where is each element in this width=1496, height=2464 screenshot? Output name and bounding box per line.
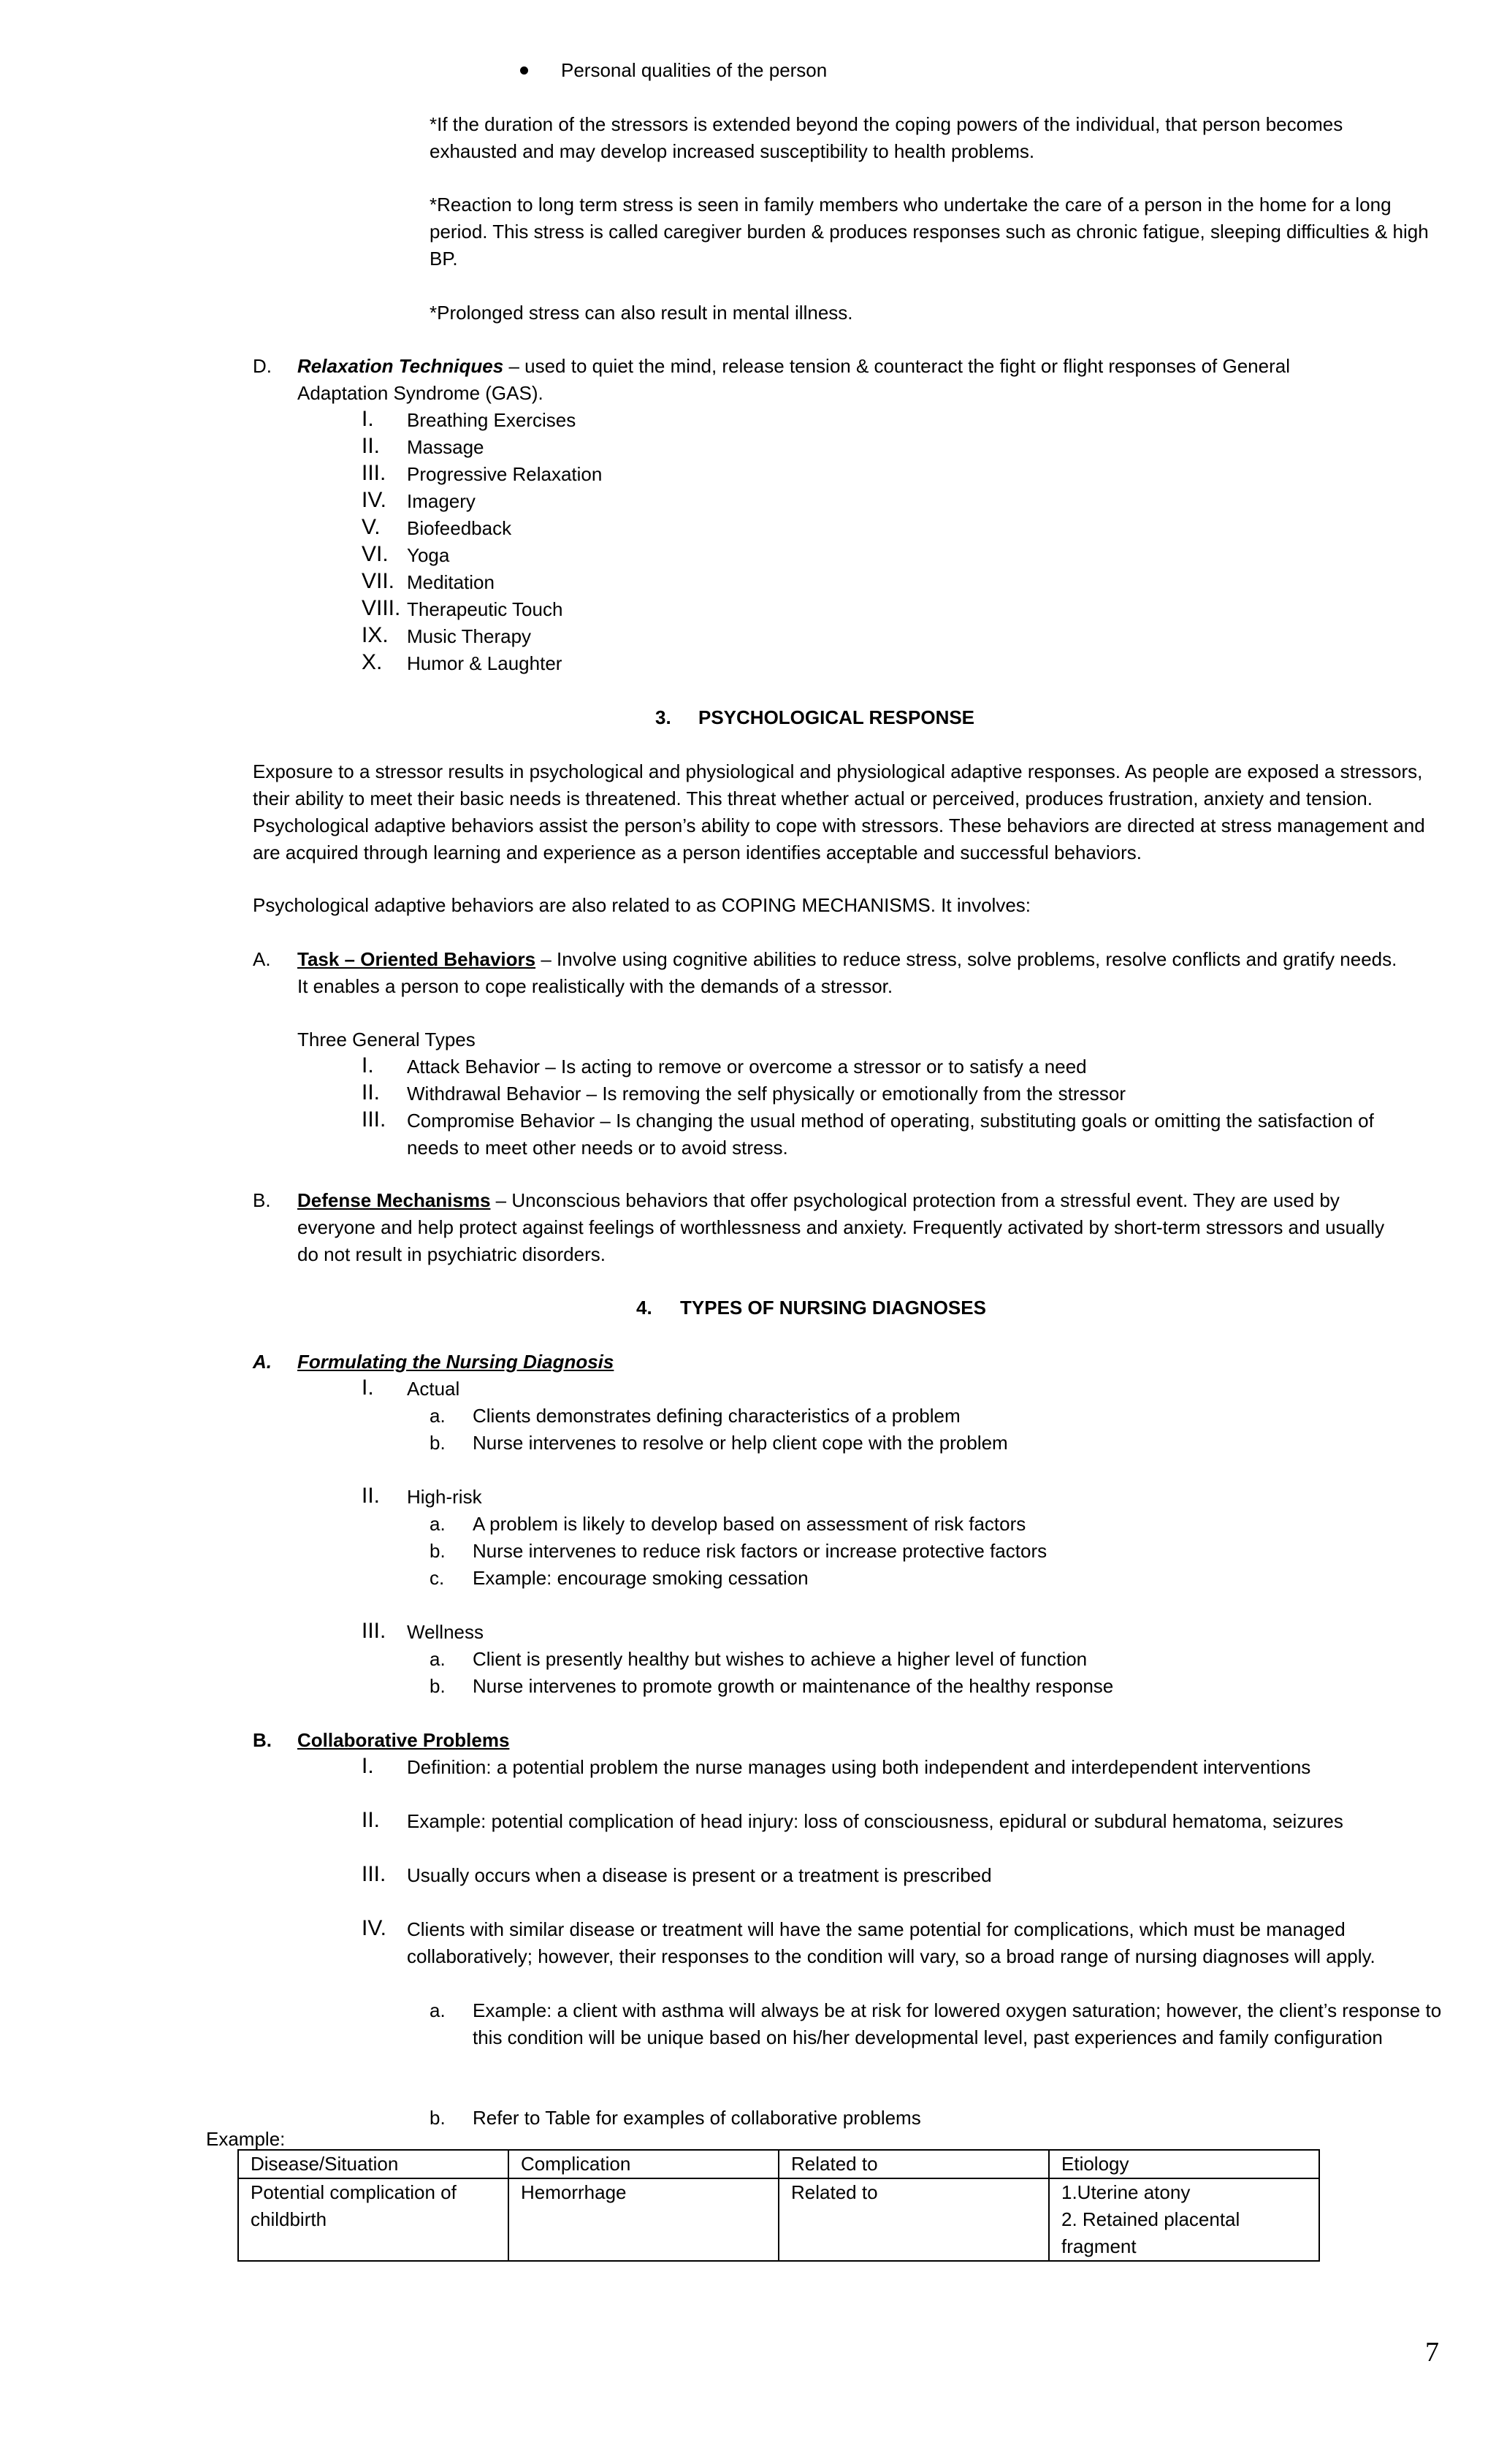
- list-num: II.: [362, 434, 381, 458]
- list-num: VI.: [362, 542, 389, 566]
- heading-3-num: 3.: [655, 706, 671, 728]
- list-item: Actual: [407, 1378, 460, 1400]
- list-num: V.: [362, 515, 381, 539]
- list-num: III.: [362, 1619, 386, 1643]
- section-a-letter: A.: [253, 948, 271, 970]
- sub-letter: a.: [430, 1999, 446, 2021]
- list-item: Meditation: [407, 571, 495, 593]
- nursing-b-letter: B.: [253, 1729, 272, 1751]
- sub-letter: c.: [430, 1567, 445, 1589]
- section-d-text: – used to quiet the mind, release tension & counteract the fight or flight responses of General Adaptation Syndrome (GAS).: [297, 355, 1290, 404]
- list-num: IX.: [362, 623, 389, 647]
- sub-item: Example: a client with asthma will always be at risk for lowered oxygen saturation; however, the client’s response to this condition will be unique based on his/her developmental level, past experiences and family configuration: [473, 1999, 1442, 2048]
- list-item: Massage: [407, 436, 484, 458]
- psych-paragraph-2: Psychological adaptive behaviors are also related to as COPING MECHANISMS. It involves:: [253, 894, 1031, 916]
- list-item: Attack Behavior – Is acting to remove or overcome a stressor or to satisfy a need: [407, 1056, 1087, 1077]
- list-item: Usually occurs when a disease is present or a treatment is prescribed: [407, 1864, 992, 1886]
- list-num: III.: [362, 1107, 386, 1132]
- sub-item: Example: encourage smoking cessation: [473, 1567, 809, 1589]
- list-num: III.: [362, 1862, 386, 1886]
- psych-paragraph-1: Exposure to a stressor results in psychological and physiological and physiological adaptive responses. As people are exposed a stressors, their ability to meet their basic needs is threatened. This threat whether actual or perceived, produces frustration, anxiety and tension. Psychological adaptive behaviors assist the person’s ability to cope with stressors. These behaviors are directed at stress management and are acquired through learning and experience as a person identifies acceptable and successful behaviors.: [253, 760, 1425, 863]
- table-header-cell: Related to: [779, 2150, 1049, 2178]
- list-item: Example: potential complication of head injury: loss of consciousness, epidural or subdural hematoma, seizures: [407, 1810, 1343, 1832]
- sub-item: A problem is likely to develop based on assessment of risk factors: [473, 1513, 1026, 1535]
- table-header-row: [238, 2150, 1319, 2178]
- list-num: IV.: [362, 488, 386, 512]
- table-header-cell: Disease/Situation: [238, 2150, 508, 2178]
- note-3: *Prolonged stress can also result in mental illness.: [430, 302, 853, 324]
- list-item: Wellness: [407, 1621, 484, 1643]
- table-cell: Related to: [779, 2178, 1049, 2261]
- sub-letter: b.: [430, 2107, 446, 2129]
- list-item: Biofeedback: [407, 517, 512, 539]
- sub-letter: a.: [430, 1405, 446, 1427]
- section-d-paragraph: [297, 353, 1349, 407]
- section-b-title: Defense Mechanisms: [297, 1189, 491, 1211]
- section-a-paragraph: [297, 946, 1408, 1000]
- list-item: Breathing Exercises: [407, 409, 576, 431]
- example-label: Example:: [206, 2128, 286, 2150]
- section-a-text: – Involve using cognitive abilities to reduce stress, solve problems, resolve conflicts and gratify needs. It enables a person to cope realistically with the demands of a stressor.: [297, 948, 1397, 997]
- list-item: Definition: a potential problem the nurse manages using both independent and interdependent interventions: [407, 1756, 1311, 1778]
- section-b-paragraph: [297, 1187, 1408, 1268]
- list-item: Clients with similar disease or treatment will have the same potential for complications, which must be managed collaboratively; however, their responses to the condition will vary, so a broad range of nursing diagnoses will apply.: [407, 1918, 1375, 1967]
- example-table: [237, 2149, 1320, 2262]
- nursing-a-letter: A.: [253, 1351, 272, 1373]
- nursing-b-title: Collaborative Problems: [297, 1729, 510, 1751]
- sub-letter: a.: [430, 1513, 446, 1535]
- note-1: *If the duration of the stressors is extended beyond the coping powers of the individual, that person becomes exhausted and may develop increased susceptibility to health problems.: [430, 113, 1343, 162]
- heading-4: TYPES OF NURSING DIAGNOSES: [680, 1297, 986, 1319]
- sub-letter: a.: [430, 1648, 446, 1670]
- etiology-line: 1.Uterine atony: [1061, 2181, 1191, 2203]
- section-b-letter: B.: [253, 1189, 271, 1211]
- list-num: I.: [362, 407, 374, 431]
- list-num: VII.: [362, 569, 395, 593]
- table-header-cell: Complication: [508, 2150, 779, 2178]
- list-num: I.: [362, 1053, 374, 1077]
- nursing-a-title: Formulating the Nursing Diagnosis: [297, 1351, 614, 1373]
- sub-item: Client is presently healthy but wishes to achieve a higher level of function: [473, 1648, 1088, 1670]
- section-a-title: Task – Oriented Behaviors: [297, 948, 536, 970]
- section-d-letter: D.: [253, 355, 272, 377]
- list-num: I.: [362, 1754, 374, 1778]
- list-item: Music Therapy: [407, 625, 532, 647]
- table-cell: Hemorrhage: [508, 2178, 779, 2261]
- sub-letter: b.: [430, 1432, 446, 1454]
- sub-item: Nurse intervenes to promote growth or maintenance of the healthy response: [473, 1675, 1114, 1697]
- list-num: II.: [362, 1808, 381, 1832]
- list-num: III.: [362, 461, 386, 485]
- list-num: II.: [362, 1484, 381, 1508]
- list-num: X.: [362, 650, 383, 674]
- table-row: [238, 2178, 1319, 2261]
- list-item: Withdrawal Behavior – Is removing the self physically or emotionally from the stressor: [407, 1083, 1126, 1105]
- page-number: 7: [1425, 2337, 1439, 2368]
- etiology-line: 2. Retained placental fragment: [1061, 2208, 1240, 2257]
- list-num: VIII.: [362, 596, 401, 620]
- list-item: Progressive Relaxation: [407, 463, 603, 485]
- sub-letter: b.: [430, 1675, 446, 1697]
- list-num: II.: [362, 1080, 381, 1105]
- list-item: Yoga: [407, 544, 450, 566]
- bullet-item: Personal qualities of the person: [561, 59, 828, 81]
- heading-3: PSYCHOLOGICAL RESPONSE: [698, 706, 975, 728]
- heading-4-num: 4.: [636, 1297, 652, 1319]
- list-num: IV.: [362, 1916, 386, 1940]
- list-item: Humor & Laughter: [407, 652, 562, 674]
- sub-letter: b.: [430, 1540, 446, 1562]
- three-types-subhead: Three General Types: [297, 1029, 476, 1050]
- table-cell: Potential complication of childbirth: [238, 2178, 508, 2261]
- table-cell-etiology: [1049, 2178, 1319, 2261]
- section-d-title: Relaxation Techniques: [297, 355, 504, 377]
- list-item: Imagery: [407, 490, 476, 512]
- list-item: High-risk: [407, 1486, 482, 1508]
- section-b-text: – Unconscious behaviors that offer psychological protection from a stressful event. They are used by everyone and help protect against feelings of worthlessness and anxiety. Frequently activated by short-term stressors and usually do not result in psychiatric disorders.: [297, 1189, 1385, 1265]
- sub-item: Nurse intervenes to resolve or help client cope with the problem: [473, 1432, 1008, 1454]
- sub-item: Clients demonstrates defining characteristics of a problem: [473, 1405, 961, 1427]
- list-item: Therapeutic Touch: [407, 598, 563, 620]
- list-num: I.: [362, 1376, 374, 1400]
- sub-item: Refer to Table for examples of collaborative problems: [473, 2107, 921, 2129]
- table-header-cell: Etiology: [1049, 2150, 1319, 2178]
- note-2: *Reaction to long term stress is seen in family members who undertake the care of a person in the home for a long period. This stress is called caregiver burden & produces responses such as chronic fatigue, sleeping difficulties & high BP.: [430, 194, 1429, 270]
- bullet-icon: [520, 66, 528, 75]
- sub-item: Nurse intervenes to reduce risk factors or increase protective factors: [473, 1540, 1047, 1562]
- list-item: Compromise Behavior – Is changing the usual method of operating, substituting goals or omitting the satisfaction of needs to meet other needs or to avoid stress.: [407, 1110, 1374, 1159]
